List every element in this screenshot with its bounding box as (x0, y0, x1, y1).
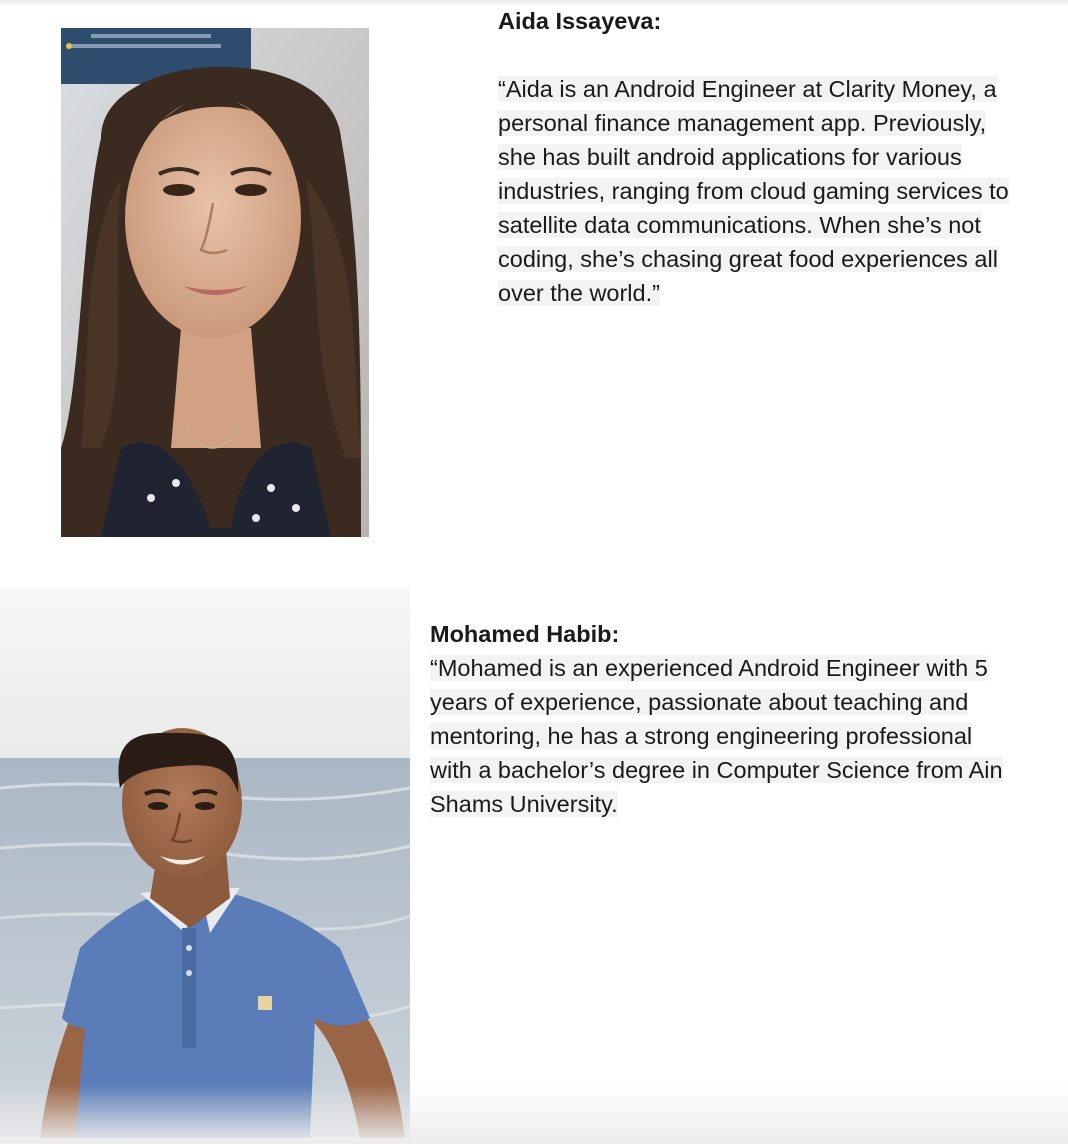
aida-bio (498, 4, 1058, 310)
bio-line: “Aida is an Android Engineer at Clarity Money, a (498, 76, 997, 102)
mohamed-bio-text (430, 651, 1060, 821)
bio-line: she has built android applications for various (498, 144, 962, 170)
aida-bio-text (498, 72, 1058, 310)
mohamed-name: Mohamed Habib: (430, 621, 620, 647)
bio-line: industries, ranging from cloud gaming services to (498, 178, 1009, 204)
bio-line: personal finance management app. Previously, (498, 110, 987, 136)
aida-name: Aida Issayeva: (498, 8, 662, 34)
bio-line: satellite data communications. When she’s not (498, 212, 981, 238)
bio-line: “Mohamed is an experienced Android Engineer with 5 (430, 655, 988, 681)
bio-line: over the world.” (498, 280, 660, 306)
bio-line: coding, she’s chasing great food experiences all (498, 246, 998, 272)
bottom-edge-shadow (0, 1084, 1068, 1144)
bio-line: years of experience, passionate about teaching and (430, 689, 969, 715)
bio-line: Shams University. (430, 791, 618, 817)
bio-line: mentoring, he has a strong engineering professional (430, 723, 973, 749)
aida-portrait-photo (61, 28, 369, 537)
bio-line: with a bachelor’s degree in Computer Science from Ain (430, 757, 1003, 783)
mohamed-bio (430, 617, 1060, 821)
mohamed-portrait-photo (0, 588, 410, 1138)
